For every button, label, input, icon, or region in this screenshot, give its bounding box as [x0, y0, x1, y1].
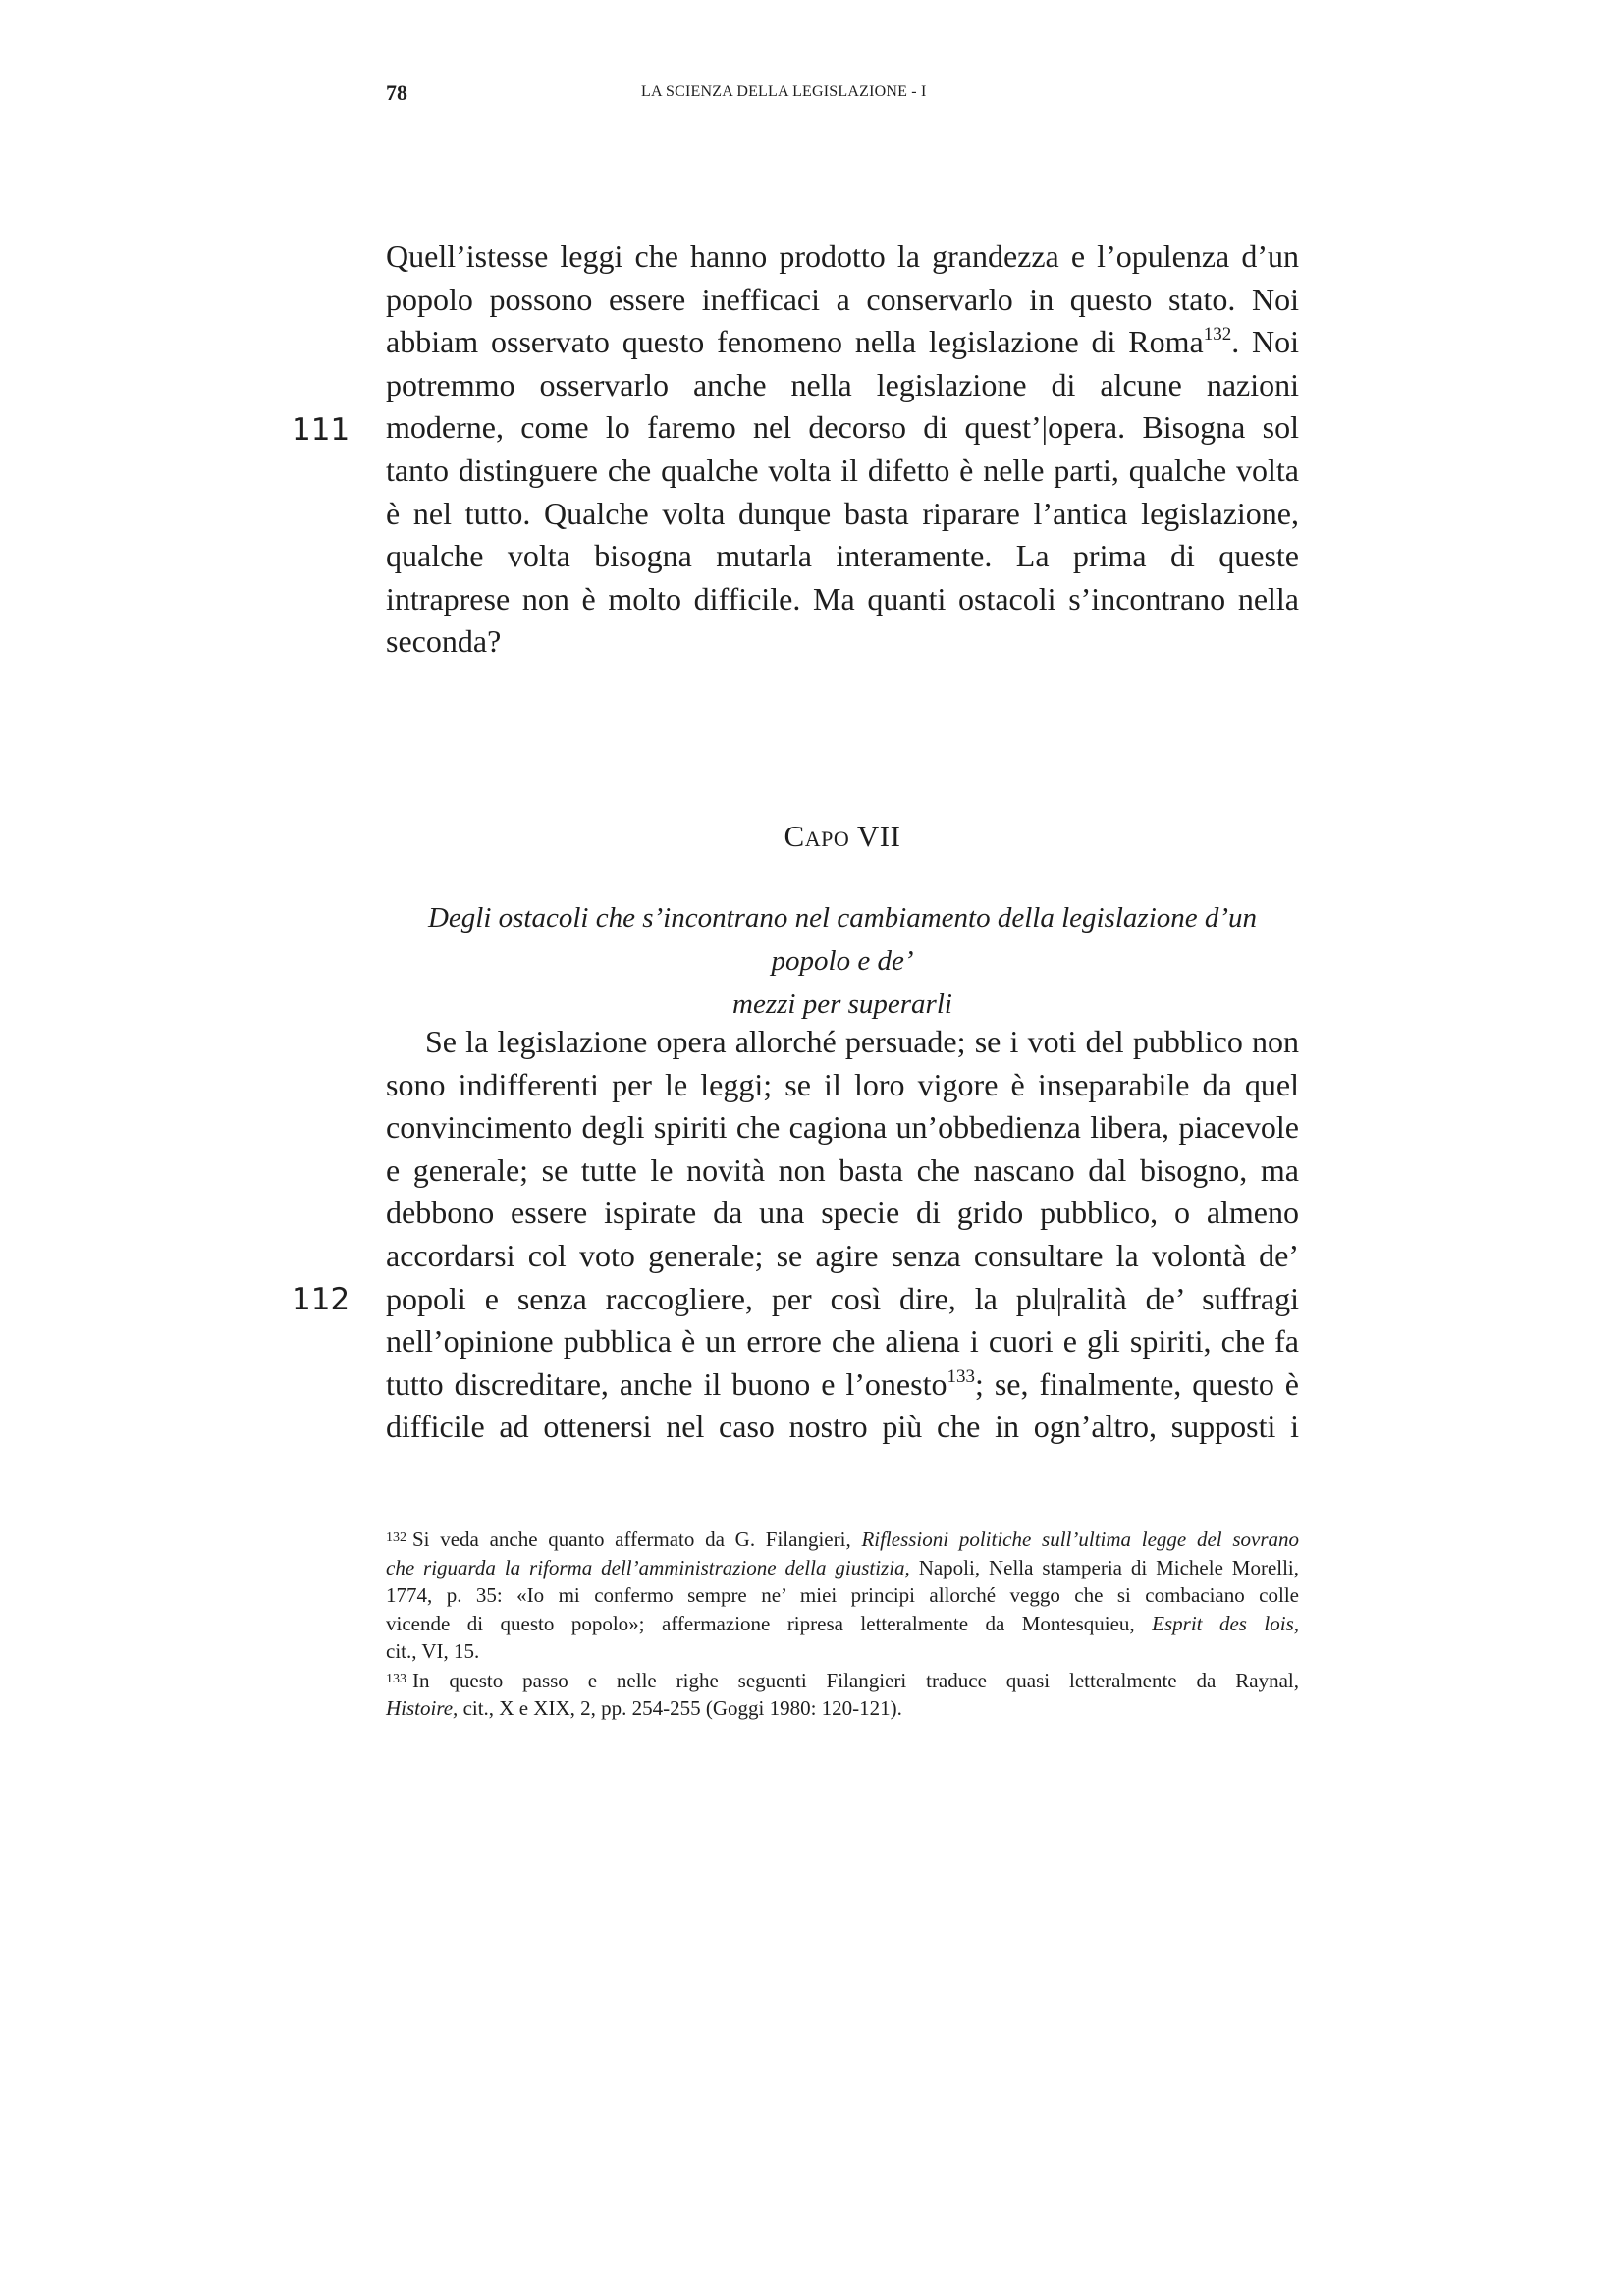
- footnote-line: che riguarda la riforma dell’amministrazione della giustizia, Napoli, Nella stamperia di Michele Morelli,: [386, 1555, 1300, 1579]
- paragraph-2: [386, 1021, 1299, 1449]
- footnote-line: $^{133}$ In questo passo e nelle righe seguenti Filangieri traduce quasi letteralmente da Raynal,: [386, 1668, 1299, 1692]
- text-line: nell’opinione pubblica è un errore che aliena i cuori e gli spiriti, che fa: [386, 1323, 1299, 1360]
- text-line: Se la legislazione opera allorché persuade; se i voti del pubblico non: [425, 1024, 1299, 1059]
- chapter-subtitle-line: Degli ostacoli che s’incontrano nel cambiamento della legislazione d’un popolo e de’: [427, 902, 1258, 977]
- footnote-line: vicende di questo popolo»; affermazione ripresa letteralmente da Montesquieu, Esprit des lois,: [386, 1611, 1299, 1635]
- footnote-132: [386, 1524, 1299, 1666]
- footnote-133: [386, 1666, 1299, 1723]
- footnote-line: 1774, p. 35: «Io mi confermo sempre ne’ miei principi allorché veggo che si combaciano colle: [386, 1583, 1299, 1607]
- text-line: potremmo osservarlo anche nella legislazione di alcune nazioni: [386, 366, 1299, 402]
- paragraph-1: [386, 236, 1299, 664]
- chapter-subtitle: [386, 896, 1299, 1026]
- text-line: popoli e senza raccogliere, per così dire, la plu|ralità de’ suffragi: [386, 1280, 1299, 1316]
- footnote-ref[interactable]: 133: [947, 1365, 975, 1387]
- chapter-title: Capo VII: [784, 819, 901, 853]
- footnote-number: 133: [386, 1671, 406, 1686]
- text-line: qualche volta bisogna mutarla interamente. La prima di queste: [386, 538, 1299, 574]
- text-line: è nel tutto. Qualche volta dunque basta riparare l’antica legislazione,: [386, 495, 1299, 531]
- text-line: seconda?: [386, 623, 502, 660]
- text-line: accordarsi col voto generale; se agire senza consultare la volontà de’: [386, 1237, 1299, 1273]
- margin-line-number: 111: [292, 412, 351, 448]
- page-number: 78: [386, 80, 407, 105]
- margin-line-number: 112: [292, 1282, 351, 1317]
- text-line: moderne, come lo faremo nel decorso di quest’|opera. Bisogna sol: [386, 409, 1299, 446]
- footnote-line: Histoire, cit., X e XIX, 2, pp. 254-255 (Goggi 1980: 120-121).: [386, 1696, 902, 1720]
- text-line: sono indifferenti per le leggi; se il loro vigore è inseparabile da quel: [386, 1066, 1299, 1102]
- text-line: intraprese non è molto difficile. Ma quanti ostacoli s’incontrano nella: [386, 580, 1299, 616]
- text-line: popolo possono essere inefficaci a conservarlo in questo stato. Noi: [386, 281, 1299, 317]
- running-title: LA SCIENZA DELLA LEGISLAZIONE - I: [641, 83, 927, 100]
- text-line: debbono essere ispirate da una specie di grido pubblico, o almeno: [386, 1195, 1299, 1231]
- text-line: difficile ad ottenersi nel caso nostro più che in ogn’altro, supposti i: [386, 1409, 1299, 1445]
- footnote-line: $^{132}$ Si veda anche quanto affermato da G. Filangieri, Riflessioni politiche sull’ultima legge del sovrano: [386, 1527, 1299, 1551]
- running-header: [386, 80, 1299, 110]
- chapter-subtitle-line: mezzi per superarli: [732, 988, 952, 1020]
- footnote-number: 132: [386, 1530, 406, 1545]
- text-line: Quell’istesse leggi che hanno prodotto la grandezza e l’opulenza d’un: [386, 239, 1299, 274]
- footnotes: [386, 1524, 1299, 1723]
- footnote-line: cit., VI, 15.: [386, 1639, 480, 1663]
- text-line: tutto discreditare, anche il buono e l’onesto$^{133}$; se, finalmente, questo è: [386, 1365, 1299, 1402]
- text-line: e generale; se tutte le novità non basta che nascano dal bisogno, ma: [386, 1151, 1299, 1188]
- text-line: abbiam osservato questo fenomeno nella legislazione di Roma$^{132}$. Noi: [386, 324, 1300, 360]
- text-line: tanto distinguere che qualche volta il difetto è nelle parti, qualche volta: [386, 452, 1299, 488]
- text-line: convincimento degli spiriti che cagiona un’obbedienza libera, piacevole: [386, 1109, 1299, 1146]
- footnote-ref[interactable]: 132: [1203, 324, 1232, 346]
